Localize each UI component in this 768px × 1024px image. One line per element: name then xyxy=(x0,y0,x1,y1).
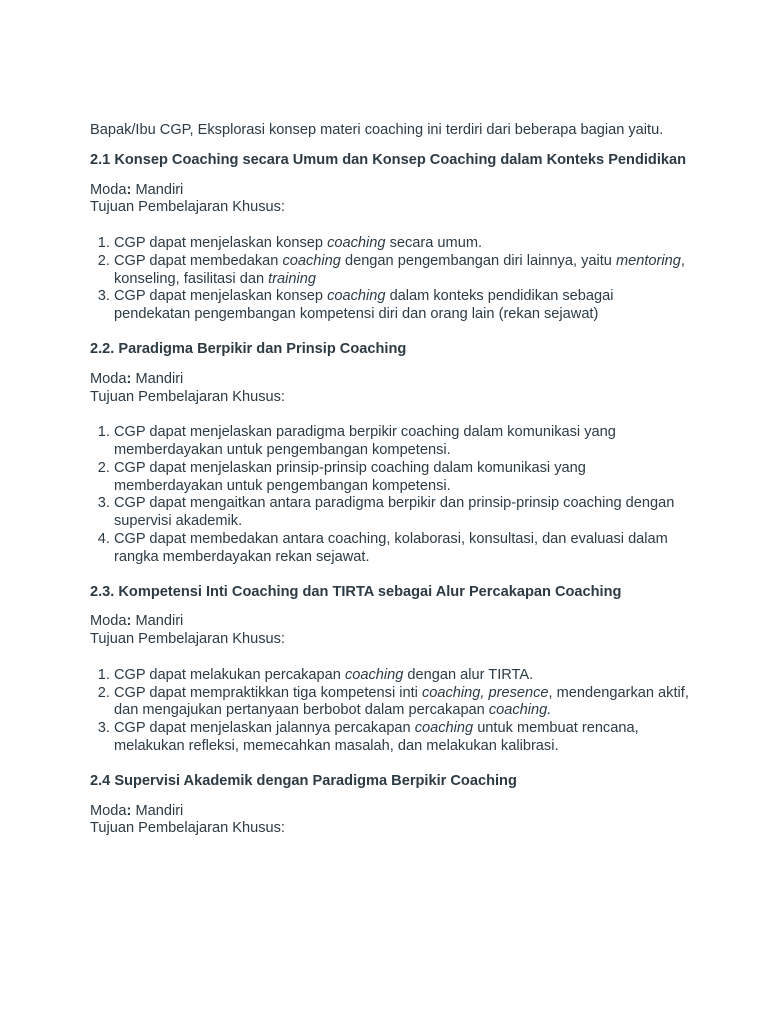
list-item: 2. CGP dapat membedakan coaching dengan pengembangan diri lainnya, yaitu mentoring, konseling, fasilitasi dan training xyxy=(114,253,690,289)
list-item: 3. CGP dapat menjelaskan konsep coaching dalam konteks pendidikan sebagai pendekatan pengembangan kompetensi diri dan orang lain (rekan sejawat) xyxy=(114,288,690,324)
list-item: 4. CGP dapat membedakan antara coaching, kolaborasi, konsultasi, dan evaluasi dalam rangka memberdayakan rekan sejawat. xyxy=(114,531,690,567)
section-3 xyxy=(90,584,690,756)
section-heading: 2.1 Konsep Coaching secara Umum dan Konsep Coaching dalam Konteks Pendidikan xyxy=(90,151,687,168)
list-item: 1. CGP dapat melakukan percakapan coaching dengan alur TIRTA. xyxy=(114,667,690,685)
tujuan-label: Tujuan Pembelajaran Khusus: xyxy=(90,388,285,405)
section-heading: 2.3. Kompetensi Inti Coaching dan TIRTA sebagai Alur Percakapan Coaching xyxy=(90,583,622,600)
section-meta xyxy=(90,182,690,218)
section-heading: 2.2. Paradigma Berpikir dan Prinsip Coaching xyxy=(90,340,407,357)
moda-value: Mandiri xyxy=(131,613,184,630)
sections-container xyxy=(90,152,690,838)
moda-label: Moda xyxy=(90,802,127,819)
objectives-list xyxy=(90,667,690,756)
tujuan-label: Tujuan Pembelajaran Khusus: xyxy=(90,820,285,837)
section-meta xyxy=(90,371,690,407)
list-item: 3. CGP dapat mengaitkan antara paradigma berpikir dan prinsip-prinsip coaching dengan supervisi akademik. xyxy=(114,495,690,531)
moda-line: Moda: Mandiri xyxy=(90,181,184,198)
intro-paragraph: Bapak/Ibu CGP, Eksplorasi konsep materi coaching ini terdiri dari beberapa bagian yaitu. xyxy=(90,122,664,138)
section-2 xyxy=(90,341,690,567)
moda-value: Mandiri xyxy=(131,181,184,198)
document-page xyxy=(90,122,690,856)
list-item: 2. CGP dapat mempraktikkan tiga kompetensi inti coaching, presence, mendengarkan aktif, dan mengajukan pertanyaan berbobot dalam percakapan coaching. xyxy=(114,685,690,721)
moda-value: Mandiri xyxy=(131,802,184,819)
section-1 xyxy=(90,152,690,324)
section-meta xyxy=(90,803,690,839)
objectives-list xyxy=(90,424,690,566)
section-4 xyxy=(90,773,690,838)
moda-line: Moda: Mandiri xyxy=(90,802,184,819)
moda-line: Moda: Mandiri xyxy=(90,370,184,387)
moda-label: Moda xyxy=(90,181,127,198)
moda-label: Moda xyxy=(90,370,127,387)
list-item: 1. CGP dapat menjelaskan konsep coaching secara umum. xyxy=(114,235,690,253)
section-meta xyxy=(90,613,690,649)
tujuan-label: Tujuan Pembelajaran Khusus: xyxy=(90,631,285,648)
moda-label: Moda xyxy=(90,613,127,630)
moda-line: Moda: Mandiri xyxy=(90,613,184,630)
section-heading: 2.4 Supervisi Akademik dengan Paradigma Berpikir Coaching xyxy=(90,772,517,789)
list-item: 1. CGP dapat menjelaskan paradigma berpikir coaching dalam komunikasi yang memberdayakan untuk pengembangan kompetensi. xyxy=(114,424,690,460)
moda-value: Mandiri xyxy=(131,370,184,387)
list-item: 3. CGP dapat menjelaskan jalannya percakapan coaching untuk membuat rencana, melakukan refleksi, memecahkan masalah, dan melakukan kalibrasi. xyxy=(114,720,690,756)
list-item: 2. CGP dapat menjelaskan prinsip-prinsip coaching dalam komunikasi yang memberdayakan untuk pengembangan kompetensi. xyxy=(114,460,690,496)
tujuan-label: Tujuan Pembelajaran Khusus: xyxy=(90,199,285,216)
objectives-list xyxy=(90,235,690,324)
